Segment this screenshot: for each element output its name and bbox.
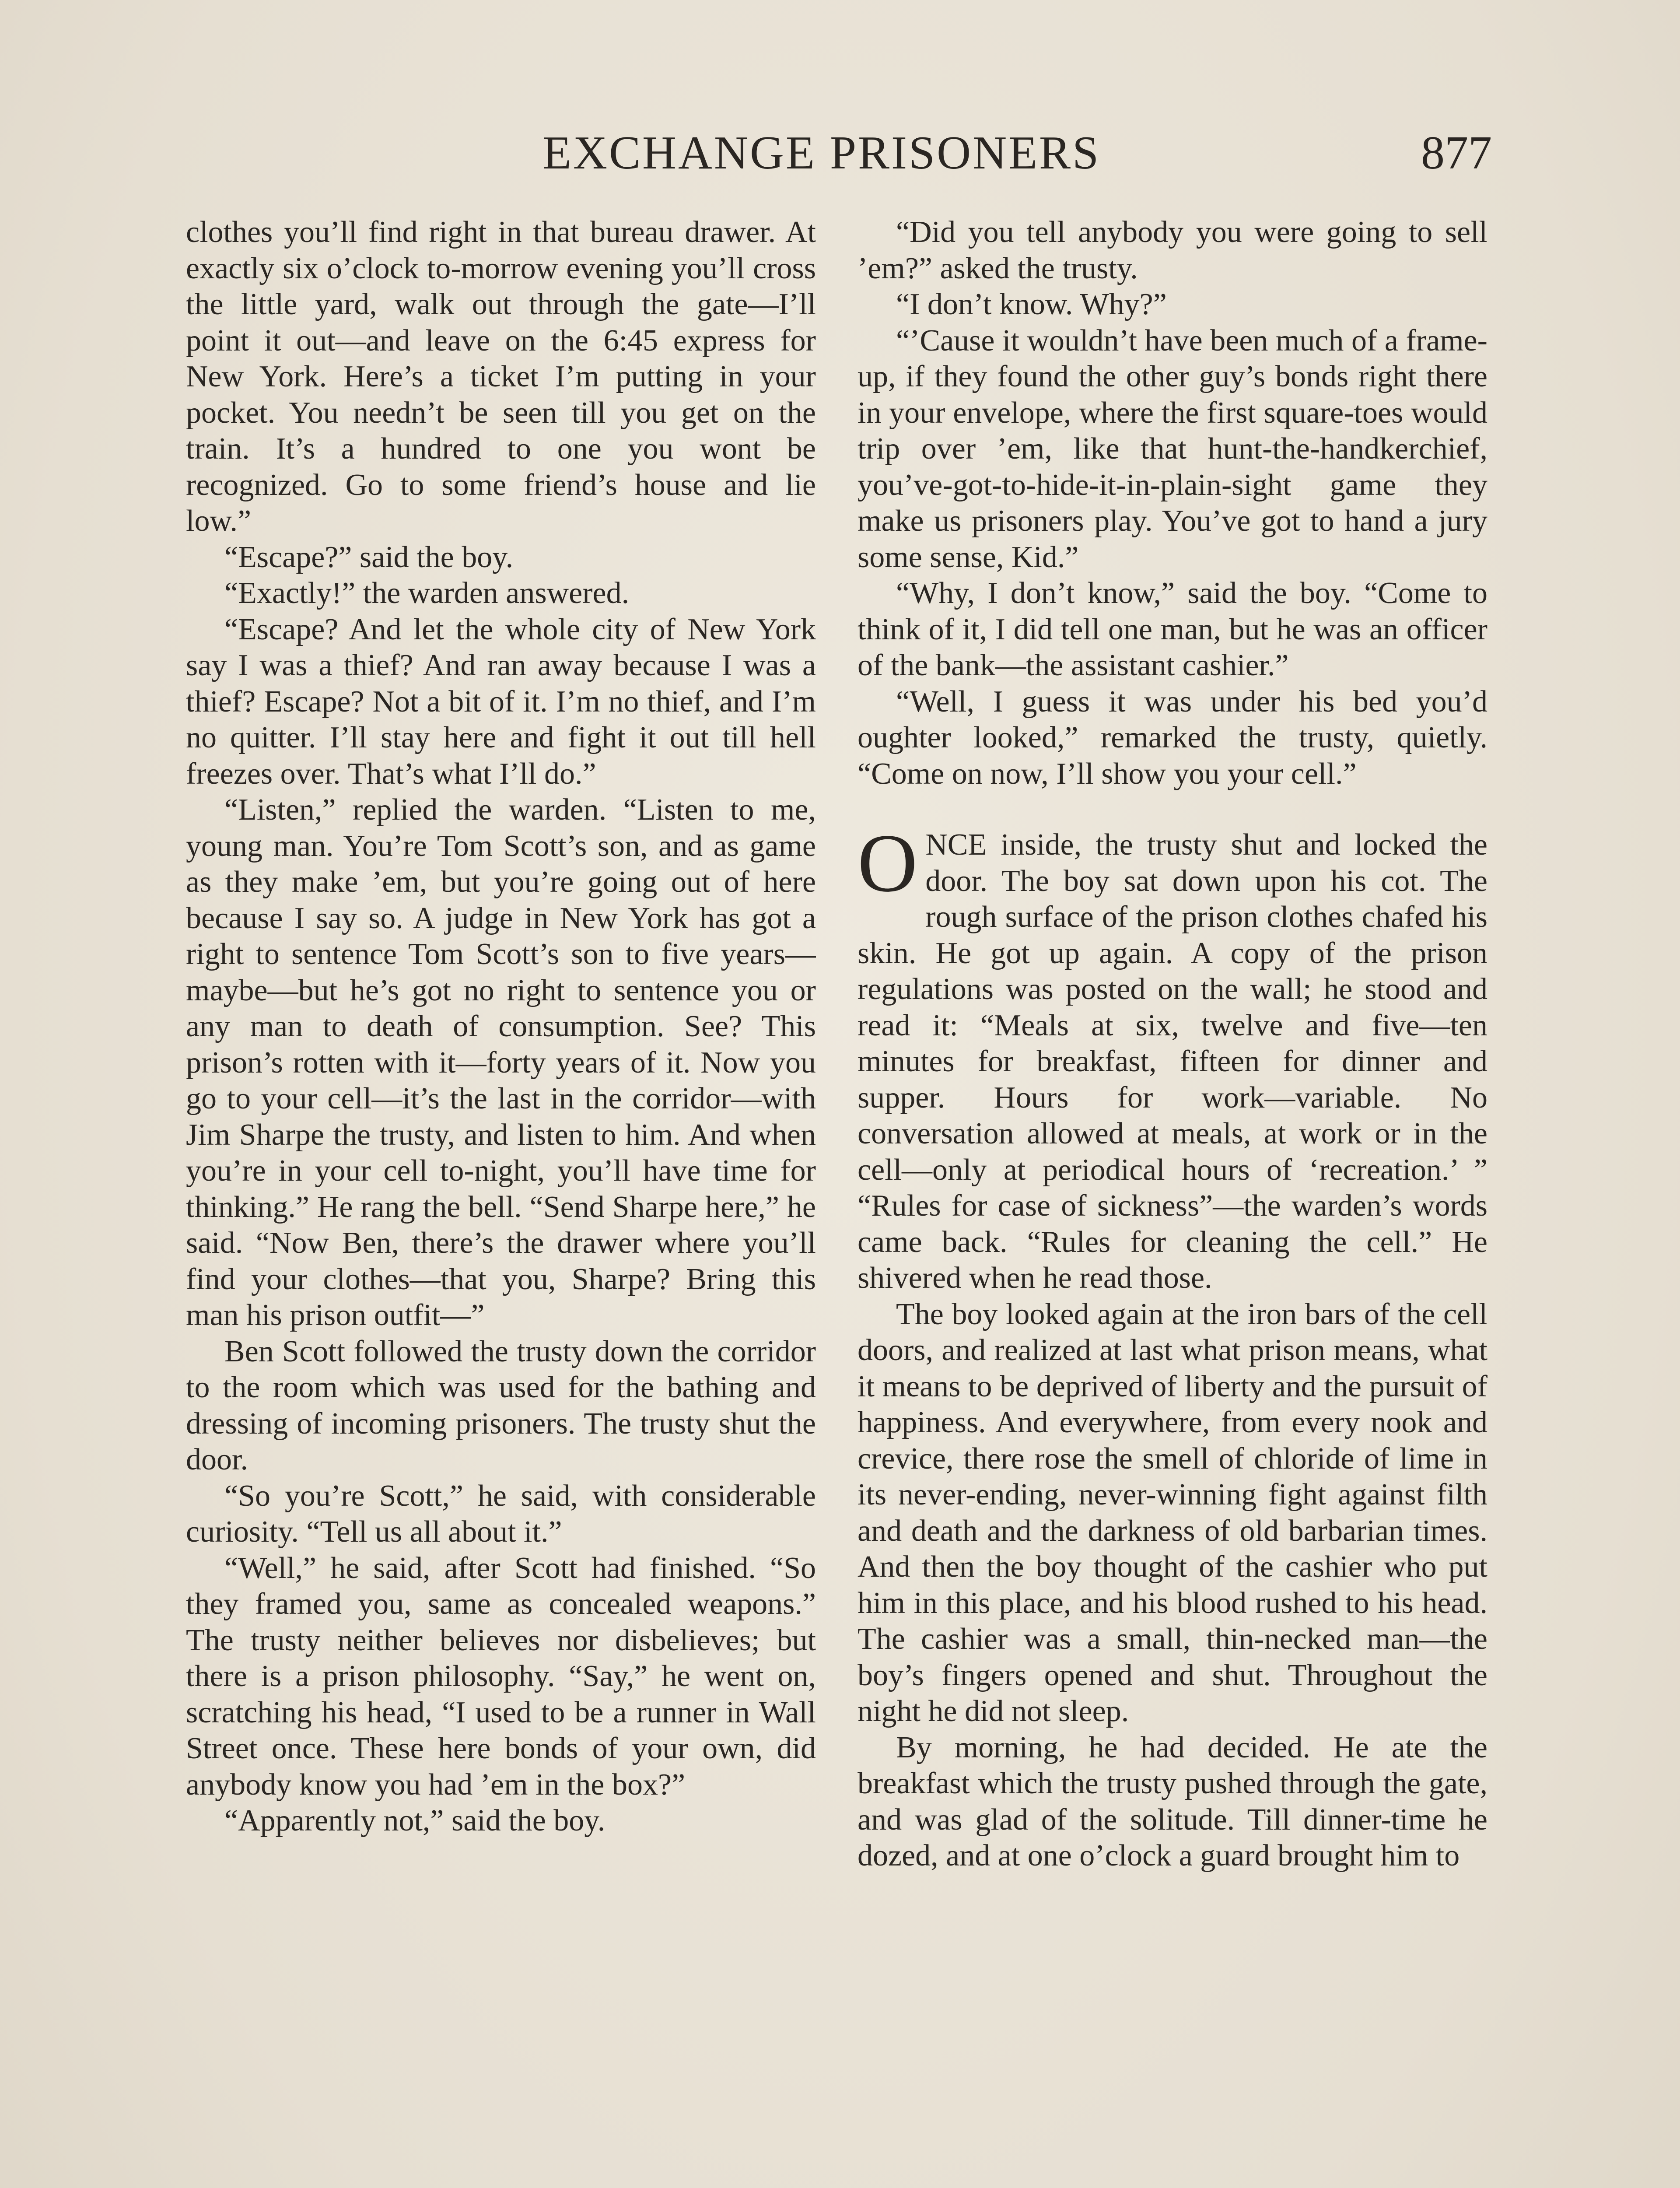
paragraph: “Exactly!” the warden answered.	[224, 576, 630, 610]
paragraph: “Escape?” said the boy.	[224, 540, 514, 574]
page-number: 877	[1421, 127, 1492, 179]
paragraph: clothes you’ll find right in that bureau drawer. At exactly six o’clock to-morrow evening you’ll cross the little yard, walk out through the gate—I’ll point it out—and leave on the 6:45 express for New York. Here’s a ticket I’m putting in your pocket. You needn’t be seen till you get on the train. It’s a hundred to one you wont be recognized. Go to some friend’s house and lie low.”	[186, 215, 816, 538]
paragraph: “Did you tell anybody you were going to sell ’em?” asked the trusty.	[858, 215, 1488, 285]
paragraph: “I don’t know. Why?”	[896, 288, 1167, 321]
paragraph: “Escape? And let the whole city of New York say I was a thief? And ran away because I was a thief? Escape? Not a bit of it. I’m no thief, and I’m no quitter. I’ll stay here and fight it out till hell freezes over. That’s what I’ll do.”	[186, 612, 816, 791]
right-text-column	[858, 214, 1488, 2188]
paragraph: The boy looked again at the iron bars of the cell doors, and realized at last what prison means, what it means to be deprived of liberty and the pursuit of happiness. And everywhere, from every nook and crevice, there rose the smell of chloride of lime in its never-ending, never-winning fight against filth and death and the darkness of old barbarian times. And then the boy thought of the cashier who put him in this place, and his blood rushed to his head. The cashier was a small, thin-necked man—the boy’s fingers opened and shut. Throughout the night he did not sleep.	[858, 1297, 1488, 1728]
page-header	[184, 123, 1492, 184]
paragraph: “Why, I don’t know,” said the boy. “Come to think of it, I did tell one man, but he was an officer of the bank—the assistant cashier.”	[858, 576, 1488, 682]
paragraph: Ben Scott followed the trusty down the corridor to the room which was used for the bathing and dressing of incoming prisoners. The trusty shut the door.	[186, 1334, 816, 1476]
paragraph: “Apparently not,” said the boy.	[224, 1804, 606, 1837]
paragraph: “Well,” he said, after Scott had finished. “So they framed you, same as concealed weapons.” The trusty neither believes nor disbelieves; but there is a prison philosophy. “Say,” he went on, scratching his head, “I used to be a runner in Wall Street once. These here bonds of your own, did anybody know you had ’em in the box?”	[186, 1551, 816, 1802]
paragraph: “So you’re Scott,” he said, with considerable curiosity. “Tell us all about it.”	[186, 1479, 816, 1549]
drop-cap: O	[858, 817, 918, 909]
running-title: EXCHANGE PRISONERS	[542, 127, 1101, 179]
paragraph: “Listen,” replied the warden. “Listen to me, young man. You’re Tom Scott’s son, and as game as they make ’em, but you’re going out of here because I say so. A judge in New York has got a right to sentence Tom Scott’s son to five years—maybe—but he’s got no right to sentence you or any man to death of consumption. See? This prison’s rotten with it—forty years of it. Now you go to your cell—it’s the last in the corridor—with Jim Sharpe the trusty, and listen to him. And when you’re in your cell to-night, you’ll have time for thinking.” He rang the bell. “Send Sharpe here,” he said. “Now Ben, there’s the drawer where you’ll find your clothes—that you, Sharpe? Bring this man his prison outfit—”	[186, 793, 816, 1332]
paragraph: “’Cause it wouldn’t have been much of a frame-up, if they found the other guy’s bonds right there in your envelope, where the first square-toes would trip over ’em, like that hunt-the-handkerchief, you’ve-got-to-hide-it-in-plain-sight game they make us prisoners play. You’ve got to hand a jury some sense, Kid.”	[858, 323, 1488, 574]
section-opening-text: NCE inside, the trusty shut and locked the door. The boy sat down upon his cot. The rough surface of the prison clothes chafed his skin. He got up again. A copy of the prison regulations was posted on the wall; he stood and read it: “Meals at six, twelve and five—ten minutes for breakfast, fifteen for dinner and supper. Hours for work—variable. No conversation allowed at meals, at work or in the cell—only at periodical hours of ‘recreation.’ ” “Rules for case of sickness”—the warden’s words came back. “Rules for cleaning the cell.” He shivered when he read those.	[858, 828, 1488, 1295]
section-opening-paragraph	[858, 817, 1488, 1297]
paragraph: By morning, he had decided. He ate the breakfast which the trusty pushed through the gate, and was glad of the solitude. Till dinner-time he dozed, and at one o’clock a guard brought him to	[858, 1730, 1488, 1872]
paragraph: “Well, I guess it was under his bed you’d oughter looked,” remarked the trusty, quietly. “Come on now, I’ll show you your cell.”	[858, 684, 1488, 791]
left-text-column	[186, 214, 816, 2188]
